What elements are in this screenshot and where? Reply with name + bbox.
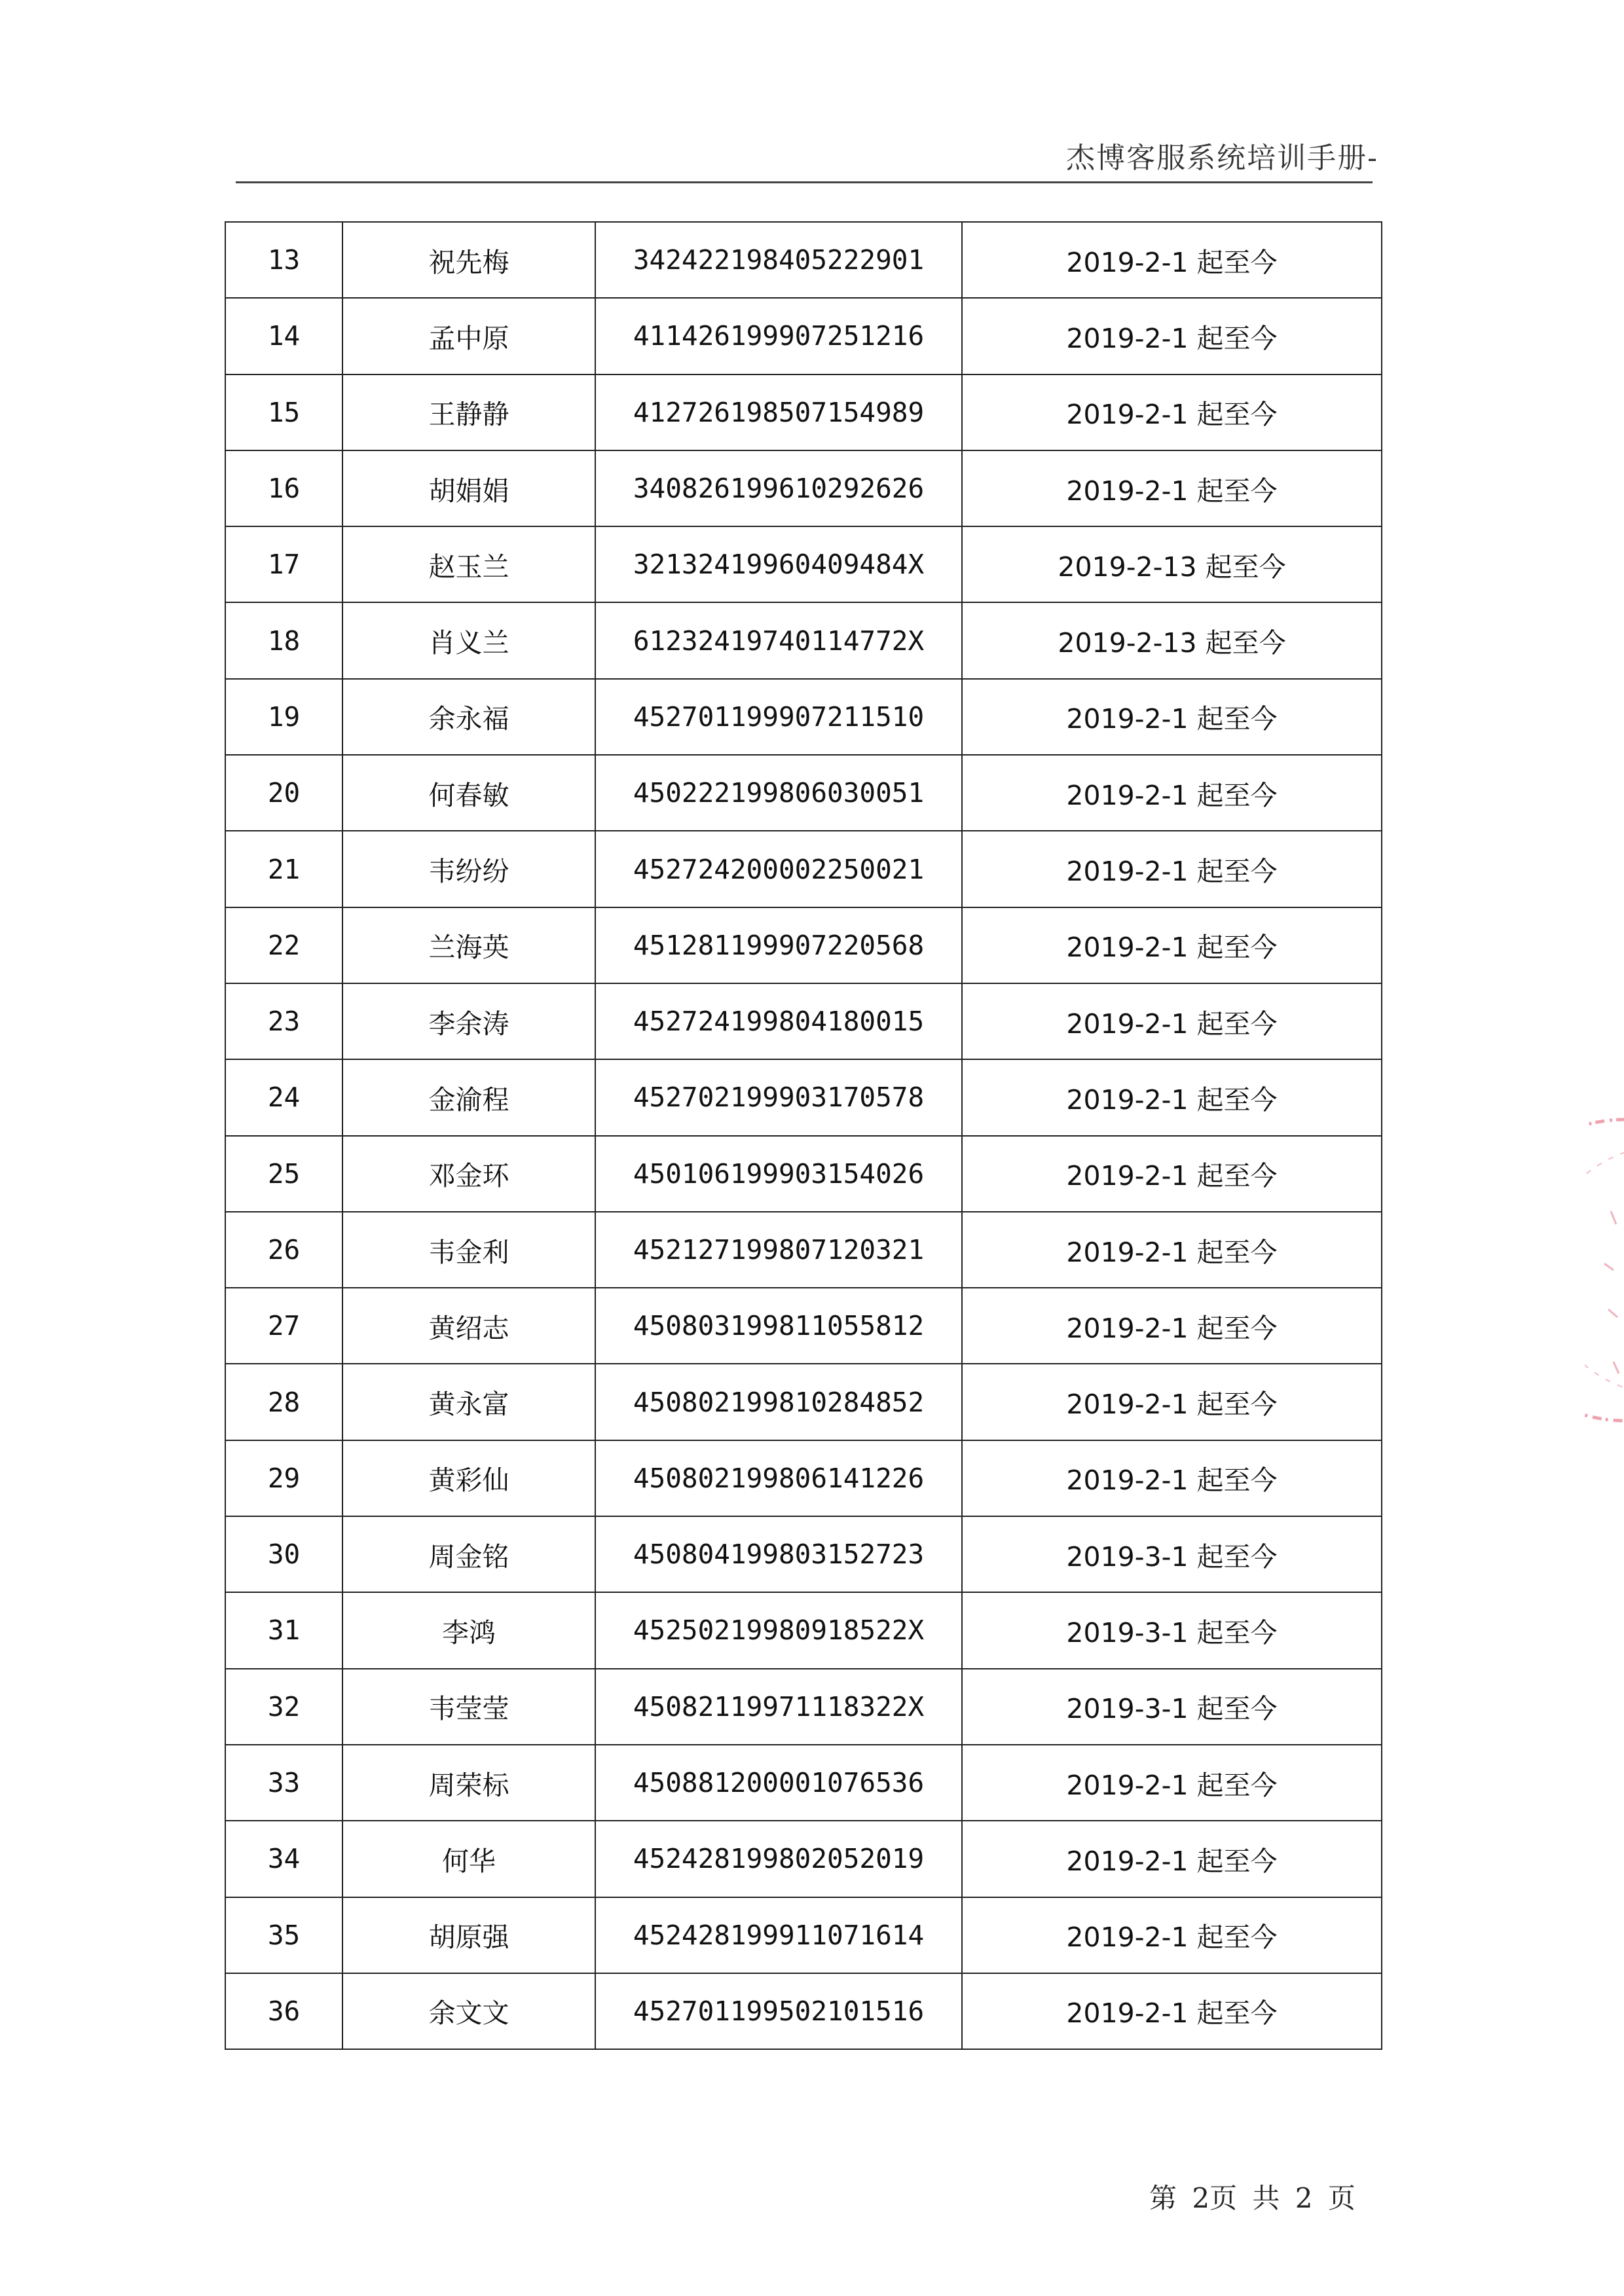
row-number-cell: 35 [225,1897,342,1973]
name-cell: 何华 [342,1821,595,1897]
name-cell: 周荣标 [342,1745,595,1821]
start-date-cell: 2019-2-1 起至今 [962,755,1382,831]
name-cell: 余文文 [342,1973,595,2049]
start-date-cell: 2019-3-1 起至今 [962,1516,1382,1592]
name-cell: 胡原强 [342,1897,595,1973]
row-number-cell: 13 [225,222,342,298]
row-number-cell: 36 [225,1973,342,2049]
start-date-cell: 2019-2-13 起至今 [962,526,1382,602]
table-row [225,298,1382,374]
id-number-cell: 450802199810284852 [595,1364,962,1440]
row-number-cell: 21 [225,831,342,907]
staff-table [225,221,1382,2050]
header-title: 杰博客服系统培训手册- [1066,141,1378,175]
row-number-cell: 20 [225,755,342,831]
name-cell: 周金铭 [342,1516,595,1592]
id-number-cell: 451281199907220568 [595,907,962,983]
start-date-cell: 2019-2-13 起至今 [962,602,1382,678]
page-number: 第 2页 共 2 页 [1149,2182,1356,2214]
name-cell: 兰海英 [342,907,595,983]
start-date-cell: 2019-2-1 起至今 [962,679,1382,755]
table-row [225,1440,1382,1516]
row-number-cell: 26 [225,1212,342,1288]
id-number-cell: 61232419740114772X [595,602,962,678]
id-number-cell: 412726198507154989 [595,374,962,450]
id-number-cell: 452701199907211510 [595,679,962,755]
start-date-cell: 2019-2-1 起至今 [962,1821,1382,1897]
table-row [225,222,1382,298]
name-cell: 李鸿 [342,1592,595,1668]
start-date-cell: 2019-2-1 起至今 [962,1973,1382,2049]
id-number-cell: 45250219980918522X [595,1592,962,1668]
row-number-cell: 32 [225,1669,342,1745]
start-date-cell: 2019-2-1 起至今 [962,1059,1382,1135]
start-date-cell: 2019-2-1 起至今 [962,1364,1382,1440]
id-number-cell: 452724199804180015 [595,983,962,1059]
id-number-cell: 452428199802052019 [595,1821,962,1897]
red-seal-stamp [1585,1113,1624,1427]
start-date-cell: 2019-2-1 起至今 [962,831,1382,907]
row-number-cell: 17 [225,526,342,602]
name-cell: 王静静 [342,374,595,450]
id-number-cell: 452724200002250021 [595,831,962,907]
table-row [225,983,1382,1059]
id-number-cell: 45082119971118322X [595,1669,962,1745]
table-row [225,1897,1382,1973]
row-number-cell: 27 [225,1288,342,1364]
staff-table-body [225,222,1382,2049]
row-number-cell: 18 [225,602,342,678]
table-row [225,1136,1382,1212]
row-number-cell: 30 [225,1516,342,1592]
id-number-cell: 452701199502101516 [595,1973,962,2049]
start-date-cell: 2019-2-1 起至今 [962,298,1382,374]
start-date-cell: 2019-2-1 起至今 [962,1897,1382,1973]
name-cell: 韦莹莹 [342,1669,595,1745]
id-number-cell: 342422198405222901 [595,222,962,298]
row-number-cell: 24 [225,1059,342,1135]
header-divider [236,181,1373,183]
id-number-cell: 450803199811055812 [595,1288,962,1364]
table-row [225,907,1382,983]
start-date-cell: 2019-2-1 起至今 [962,450,1382,526]
row-number-cell: 19 [225,679,342,755]
id-number-cell: 450881200001076536 [595,1745,962,1821]
start-date-cell: 2019-2-1 起至今 [962,1212,1382,1288]
table-row [225,1592,1382,1668]
start-date-cell: 2019-3-1 起至今 [962,1669,1382,1745]
row-number-cell: 31 [225,1592,342,1668]
table-row [225,1364,1382,1440]
id-number-cell: 452127199807120321 [595,1212,962,1288]
table-row [225,1973,1382,2049]
row-number-cell: 23 [225,983,342,1059]
table-row [225,1059,1382,1135]
start-date-cell: 2019-2-1 起至今 [962,1745,1382,1821]
table-row [225,755,1382,831]
start-date-cell: 2019-2-1 起至今 [962,374,1382,450]
name-cell: 邓金环 [342,1136,595,1212]
name-cell: 黄永富 [342,1364,595,1440]
table-row [225,1821,1382,1897]
row-number-cell: 33 [225,1745,342,1821]
table-row [225,602,1382,678]
name-cell: 孟中原 [342,298,595,374]
row-number-cell: 34 [225,1821,342,1897]
id-number-cell: 450804199803152723 [595,1516,962,1592]
table-row [225,831,1382,907]
name-cell: 韦纷纷 [342,831,595,907]
start-date-cell: 2019-2-1 起至今 [962,907,1382,983]
row-number-cell: 25 [225,1136,342,1212]
id-number-cell: 452428199911071614 [595,1897,962,1973]
table-row [225,1516,1382,1592]
start-date-cell: 2019-2-1 起至今 [962,1136,1382,1212]
name-cell: 赵玉兰 [342,526,595,602]
table-row [225,374,1382,450]
start-date-cell: 2019-2-1 起至今 [962,222,1382,298]
table-row [225,526,1382,602]
id-number-cell: 411426199907251216 [595,298,962,374]
id-number-cell: 340826199610292626 [595,450,962,526]
start-date-cell: 2019-2-1 起至今 [962,1288,1382,1364]
id-number-cell: 450222199806030051 [595,755,962,831]
table-row [225,450,1382,526]
start-date-cell: 2019-2-1 起至今 [962,1440,1382,1516]
row-number-cell: 16 [225,450,342,526]
start-date-cell: 2019-2-1 起至今 [962,983,1382,1059]
row-number-cell: 28 [225,1364,342,1440]
id-number-cell: 450802199806141226 [595,1440,962,1516]
name-cell: 胡娟娟 [342,450,595,526]
row-number-cell: 29 [225,1440,342,1516]
table-row [225,679,1382,755]
start-date-cell: 2019-3-1 起至今 [962,1592,1382,1668]
name-cell: 韦金利 [342,1212,595,1288]
table-row [225,1669,1382,1745]
name-cell: 黄绍志 [342,1288,595,1364]
table-row [225,1288,1382,1364]
row-number-cell: 14 [225,298,342,374]
row-number-cell: 15 [225,374,342,450]
id-number-cell: 450106199903154026 [595,1136,962,1212]
table-row [225,1745,1382,1821]
name-cell: 金渝程 [342,1059,595,1135]
id-number-cell: 452702199903170578 [595,1059,962,1135]
name-cell: 余永福 [342,679,595,755]
id-number-cell: 32132419960409484X [595,526,962,602]
name-cell: 祝先梅 [342,222,595,298]
row-number-cell: 22 [225,907,342,983]
name-cell: 肖义兰 [342,602,595,678]
name-cell: 何春敏 [342,755,595,831]
name-cell: 黄彩仙 [342,1440,595,1516]
name-cell: 李余涛 [342,983,595,1059]
table-row [225,1212,1382,1288]
